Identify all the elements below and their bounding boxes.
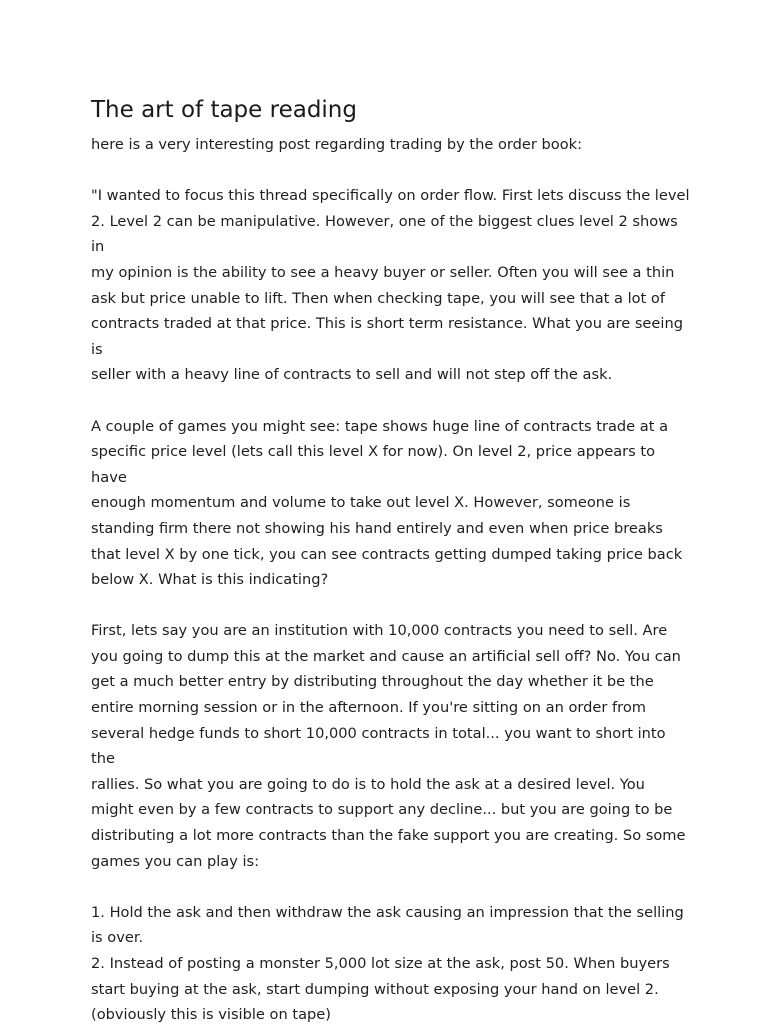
paragraph-spacer (91, 593, 691, 619)
intro-paragraph: here is a very interesting post regarding trading by the order book: (91, 136, 583, 153)
paragraph-spacer (91, 874, 691, 900)
paragraph-institution: First, lets say you are an institution with 10,000 contracts you need to sell. Are you going to dump this at the market and cause an artificial sell off? No. You can get a much better entry by distributing throughout the day whether it be the entire morning session or in the afternoon. If you're sitting on an order from several hedge funds to short 10,000 contracts in total... you want to short into the rallies. So what you are going to do is to hold the ask at a desired level. You might even by a few contracts to support any decline... but you are going to be distributing a lot more contracts than the fake support you are creating. So some games you can play is: (91, 622, 686, 870)
paragraph-games: A couple of games you might see: tape shows huge line of contracts trade at a specific price level (lets call this level X for now). On level 2, price appears to have enough momentum and volume to take out level X. However, someone is standing firm there not showing his hand entirely and even when price breaks that level X by one tick, you can see contracts getting dumped taking price back below X. What is this indicating? (91, 417, 683, 589)
numbered-list: 1. Hold the ask and then withdraw the ask causing an impression that the selling is over. 2. Instead of posting a monster 5,000 lot size at the ask, post 50. When buyers start buying at the ask, start dumping without exposing your hand on level 2. (obviously this is visible on tape) (91, 903, 684, 1024)
paragraph-spacer (91, 388, 691, 414)
page-title: The art of tape reading (91, 97, 357, 123)
paragraph-spacer (91, 158, 691, 184)
quote-paragraph-order-flow: "I wanted to focus this thread specifically on order flow. First lets discuss the level 2. Level 2 can be manipulative. However, one of the biggest clues level 2 shows in my opinion is the ability to see a heavy buyer or seller. Often you will see a thin ask but price unable to lift. Then when checking tape, you will see that a lot of contracts traded at that price. This is short term resistance. What you are seeing is seller with a heavy line of contracts to sell and will not step off the ask. (91, 187, 690, 384)
document-page (91, 94, 691, 1028)
